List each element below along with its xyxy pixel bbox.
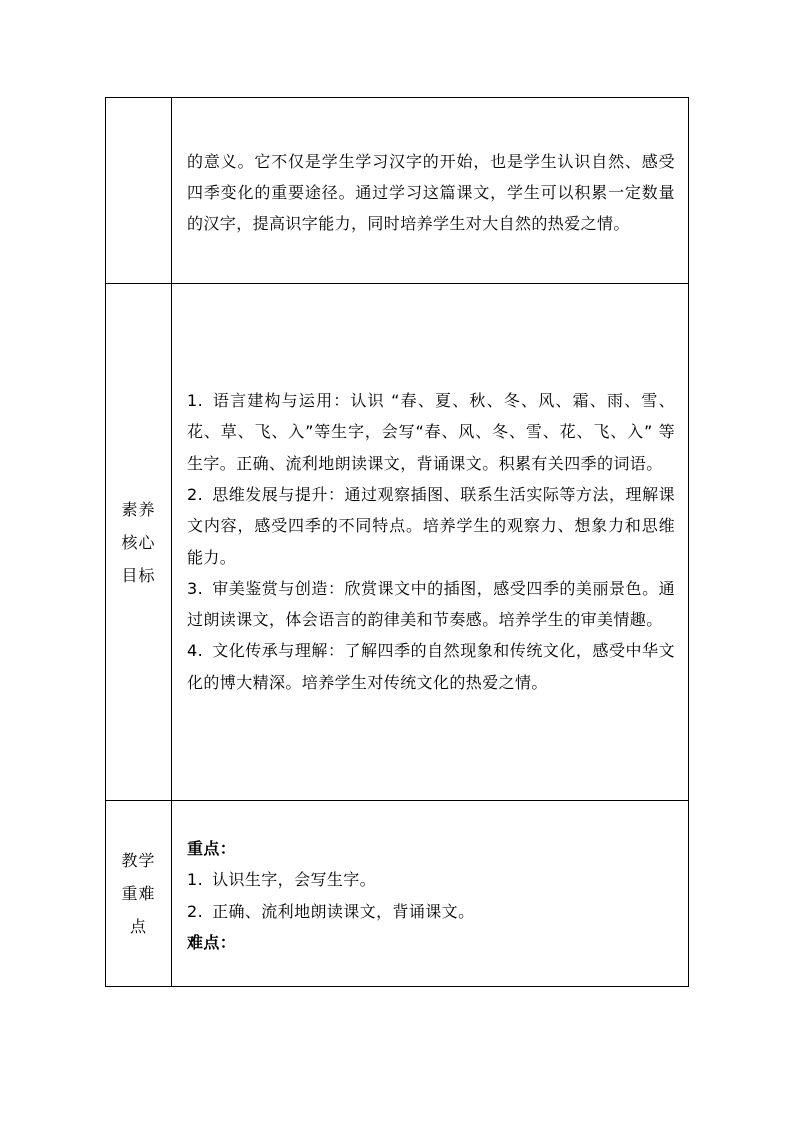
key-point-number: 2. — [187, 901, 204, 921]
goal-item — [187, 385, 675, 479]
key-difficult-cell — [172, 801, 689, 987]
goal-text: 审美鉴赏与创造：欣赏课文中的插图，感受四季的美丽景色。通过朗读课文，体会语言的韵律美和节奏感。培养学生的审美情趣。 — [187, 578, 675, 630]
label-line: 目标 — [121, 565, 156, 585]
label-line: 素养 — [121, 499, 156, 519]
goal-text: 思维发展与提升：通过观察插图、联系生活实际等方法，理解课文内容，感受四季的不同特点。培养学生的观察力、想象力和思维能力。 — [187, 484, 675, 567]
table-row-significance — [106, 98, 689, 284]
key-point-text: 认识生字，会写生字。 — [212, 870, 377, 890]
key-point-number: 1. — [187, 870, 204, 890]
significance-cell — [172, 98, 689, 284]
label-line: 重难 — [121, 884, 156, 903]
significance-paragraph: 的意义。它不仅是学生学习汉字的开始，也是学生认识自然、感受四季变化的重要途径。通过学习这篇课文，学生可以积累一定数量的汉字，提高识字能力，同时培养学生对大自然的热爱之情。 — [187, 151, 675, 234]
goal-item — [187, 479, 675, 573]
goal-number: 1. — [187, 391, 204, 411]
goal-item — [187, 573, 675, 636]
key-point-text: 正确、流利地朗读课文，背诵课文。 — [212, 901, 475, 921]
lesson-plan-table — [105, 97, 689, 987]
goal-text: 文化传承与理解：了解四季的自然现象和传统文化，感受中华文化的博大精深。培养学生对传统文化的热爱之情。 — [187, 641, 675, 692]
key-point-item — [187, 864, 675, 895]
row-label-empty — [106, 98, 172, 284]
goal-text: 语言建构与运用：认识 “春、夏、秋、冬、风、霜、雨、雪、花、草、飞、入”等生字，会写“春、风、冬、雪、花、飞、入” 等生字。正确、流利地朗读课文，背诵课文。积累有关四季的词语。 — [187, 391, 675, 473]
label-line: 点 — [129, 917, 147, 936]
row-label-key-difficult — [106, 801, 172, 987]
key-points-heading: 重点： — [187, 838, 237, 858]
core-goals-cell — [172, 284, 689, 801]
difficult-points-heading: 难点： — [187, 932, 237, 952]
row-label-core-goals — [106, 284, 172, 801]
goal-number: 4. — [187, 641, 204, 661]
goal-number: 2. — [187, 484, 204, 504]
table-row-core-goals — [106, 284, 689, 801]
table-row-key-difficult — [106, 801, 689, 987]
label-line: 核心 — [121, 532, 156, 552]
goal-item — [187, 635, 675, 698]
label-line: 教学 — [121, 851, 156, 870]
goal-number: 3. — [187, 578, 204, 598]
key-point-item — [187, 896, 675, 927]
